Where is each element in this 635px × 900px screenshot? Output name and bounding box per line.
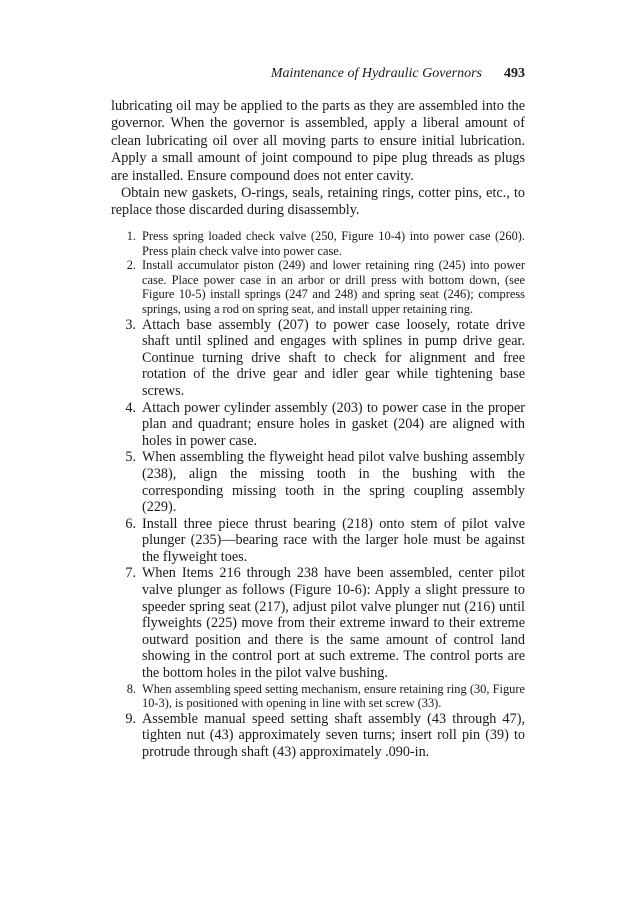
step-text: When assembling the flyweight head pilot valve bushing assembly (238), align the missing tooth in the bushing with the corresponding missing tooth in the spring coupling assembly (229).	[142, 449, 525, 516]
intro-paragraph: lubricating oil may be applied to the parts as they are assembled into the governor. When the governor is assembled, apply a liberal amount of clean lubricating oil over all moving parts to ensure initial lubrication. Apply a small amount of joint compound to pipe plug threads as plugs are installed. Ensure compound does not enter cavity.	[111, 98, 525, 184]
step-number: 6.	[125, 515, 136, 532]
intro-paragraph: Obtain new gaskets, O-rings, seals, retaining rings, cotter pins, etc., to replace those discarded during disassembly.	[111, 185, 525, 219]
step-item	[111, 317, 525, 400]
step-number: 3.	[125, 316, 136, 333]
running-header	[271, 66, 525, 82]
step-item	[111, 449, 525, 515]
step-item	[111, 229, 525, 258]
step-number: 2.	[126, 258, 136, 273]
step-number: 5.	[125, 449, 136, 466]
step-text: When assembling speed setting mechanism, ensure retaining ring (30, Figure 10-3), is positioned with opening in line with set screw (33).	[142, 681, 525, 711]
step-item	[111, 565, 525, 681]
step-text: Install accumulator piston (249) and lower retaining ring (245) into power case. Place power case in an arbor or drill press with bottom down, (see Figure 10-5) install springs (247 and 248) and spring seat (246); compress springs, using a rod on spring seat, and install upper retaining ring.	[142, 258, 525, 316]
step-item	[111, 516, 525, 566]
step-text: Attach base assembly (207) to power case loosely, rotate drive shaft until splined and engages with splines in pump drive gear. Continue turning drive shaft to check for alignment and free rotation of the drive gear and idler gear while tightening base screws.	[142, 316, 525, 399]
step-text: Press spring loaded check valve (250, Figure 10-4) into power case (260). Press plain check valve into power case.	[142, 229, 525, 258]
step-item	[111, 711, 525, 761]
step-text: Assemble manual speed setting shaft assembly (43 through 47), tighten nut (43) approximately seven turns; insert roll pin (39) to protrude through shaft (43) approximately .090-in.	[142, 710, 525, 760]
step-number: 7.	[125, 565, 136, 582]
assembly-steps	[111, 229, 525, 761]
step-item	[111, 682, 525, 711]
header-title: Maintenance of Hydraulic Governors	[270, 66, 482, 81]
step-text: When Items 216 through 238 have been assembled, center pilot valve plunger as follows (Figure 10-6): Apply a slight pressure to speeder spring seat (217), adjust pilot valve plunger nut (216) until flyweights (225) move from their extreme inward to their extreme outward position and there is the same amount of control land showing in the control port at such extreme. The control ports are the bottom holes in the pilot valve bushing.	[142, 565, 525, 682]
step-number: 9.	[125, 710, 136, 727]
step-item	[111, 400, 525, 450]
step-number: 1.	[126, 229, 136, 243]
step-number: 8.	[126, 681, 136, 696]
step-text: Attach power cylinder assembly (203) to power case in the proper plan and quadrant; ensure holes in gasket (204) are aligned with holes in power case.	[142, 399, 525, 449]
page-number: 493	[504, 66, 525, 81]
step-number: 4.	[125, 399, 136, 416]
step-item	[111, 258, 525, 316]
step-text: Install three piece thrust bearing (218) onto stem of pilot valve plunger (235)—bearing race with the larger hole must be against the flyweight toes.	[142, 515, 525, 565]
intro-text	[111, 98, 525, 220]
